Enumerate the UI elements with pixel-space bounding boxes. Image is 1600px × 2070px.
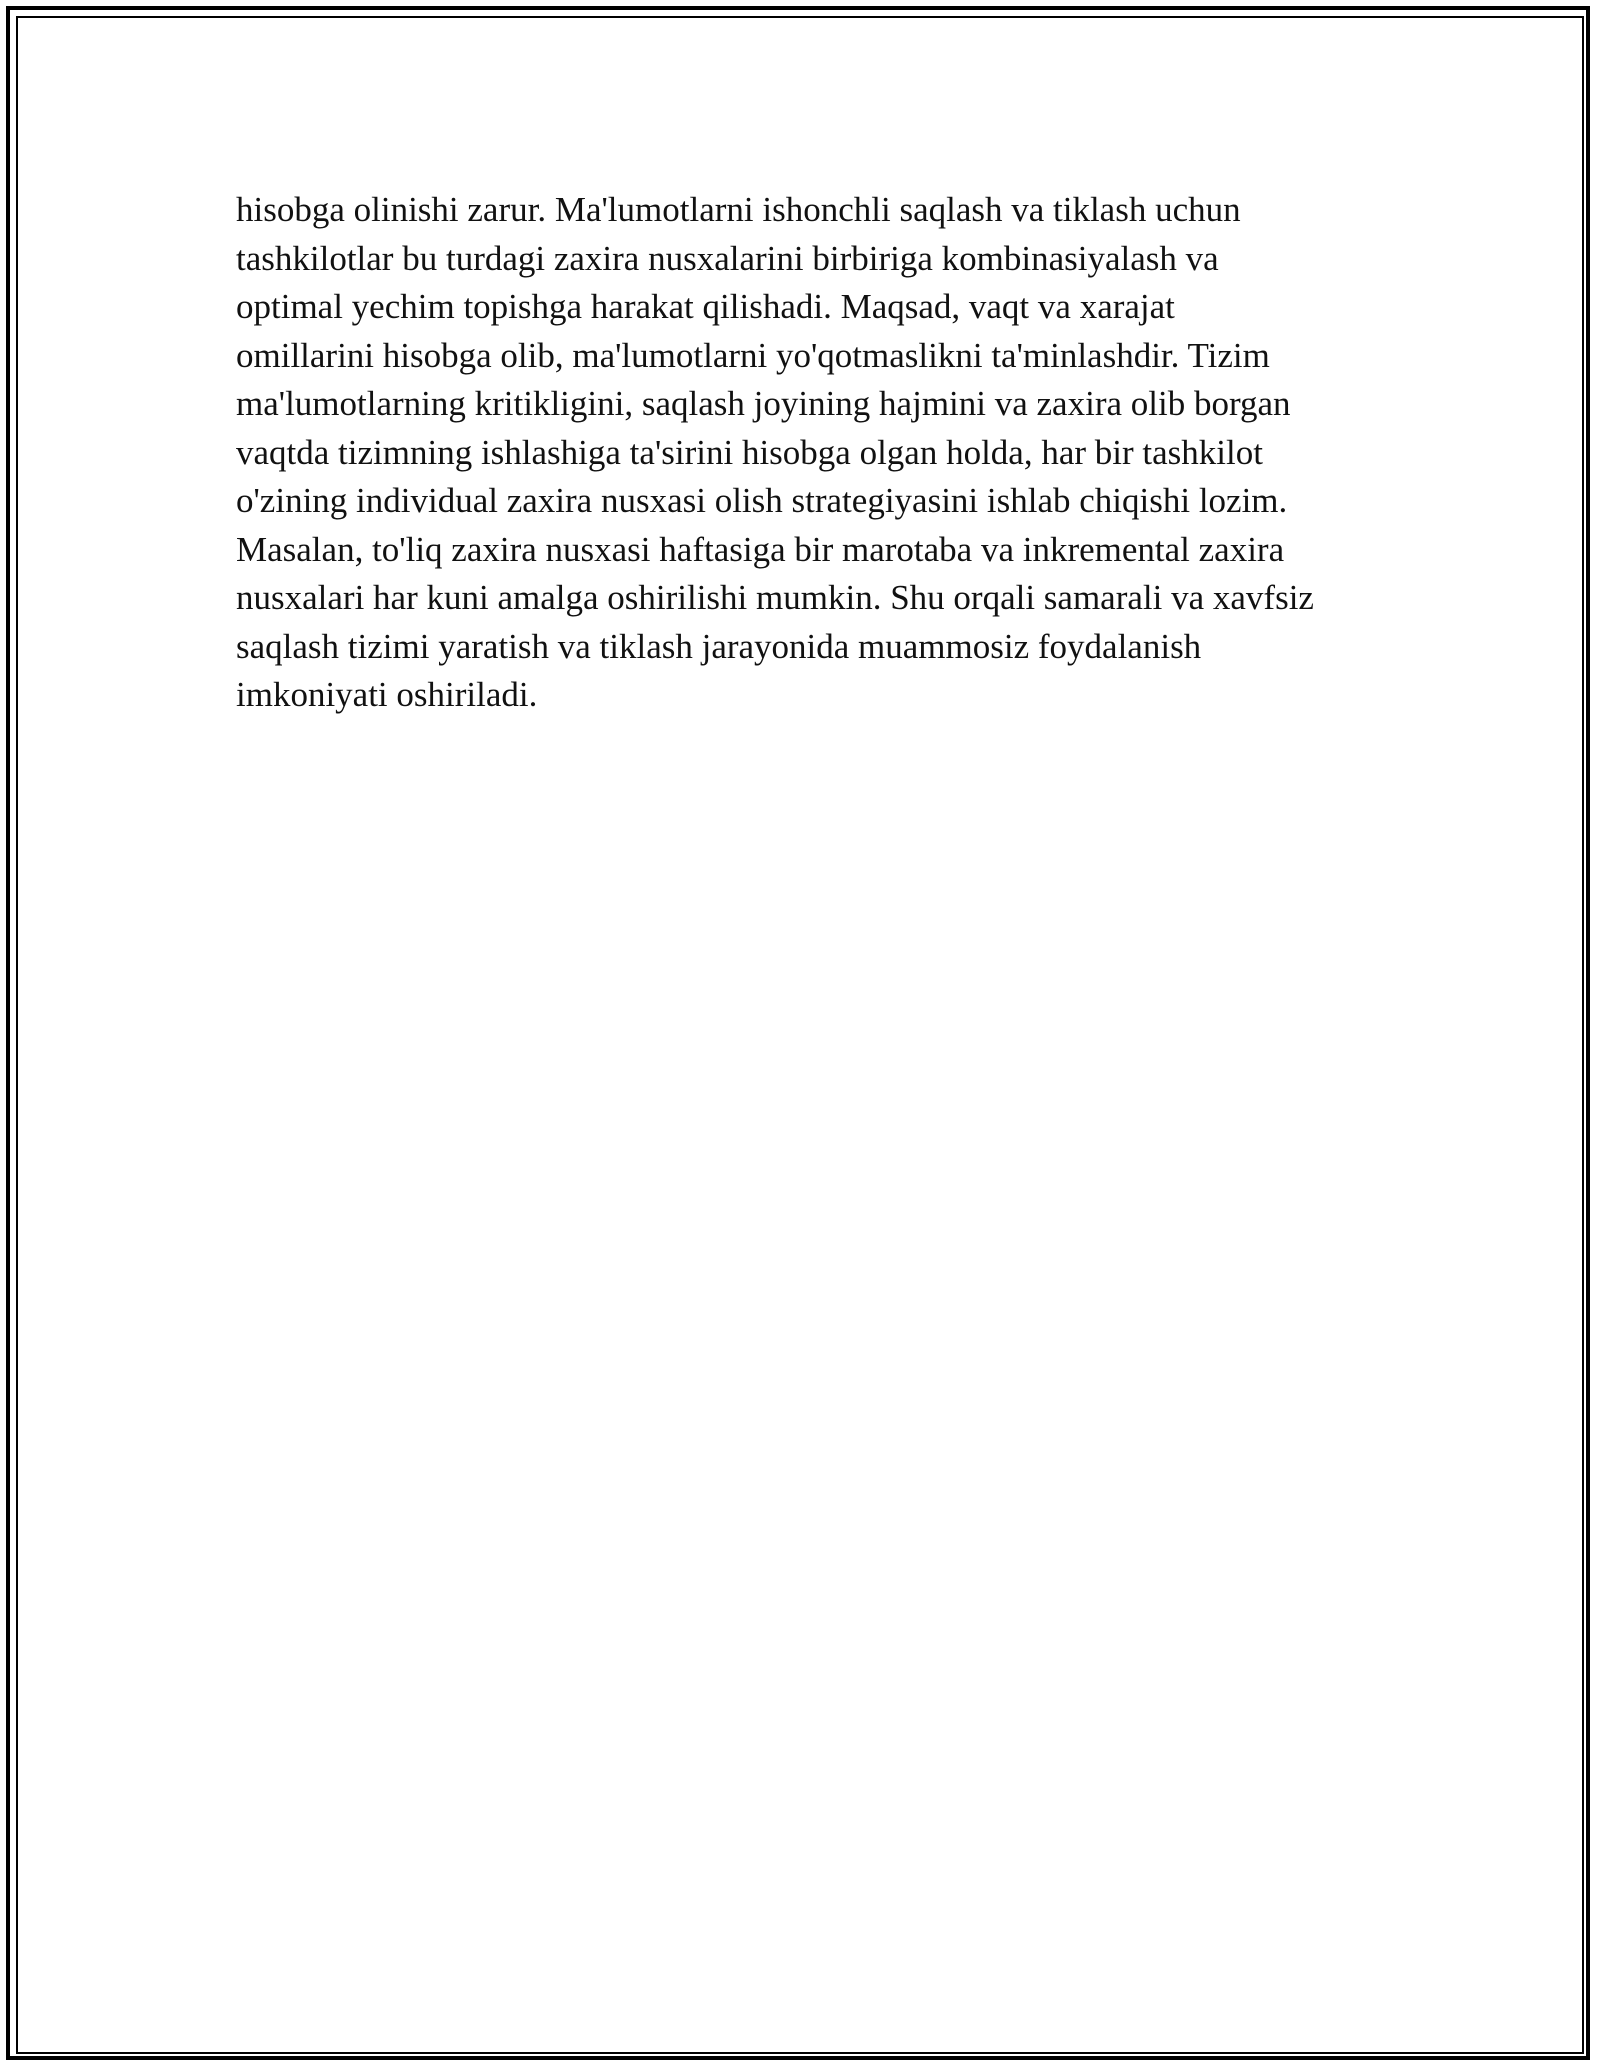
paragraph-line: saqlash tizimi yaratish va tiklash jarayonida muammosiz foydalanish	[236, 626, 1202, 666]
paragraph-line: hisobga olinishi zarur. Ma'lumotlarni ishonchli saqlash va tiklash uchun	[236, 190, 1241, 229]
paragraph-line: vaqtda tizimning ishlashiga ta'sirini hisobga olgan holda, har bir tashkilot	[236, 432, 1263, 472]
paragraph-line: ma'lumotlarning kritikligini, saqlash joyining hajmini va zaxira olib borgan	[236, 384, 1291, 423]
paragraph-line: o'zining individual zaxira nusxasi olish strategiyasini ishlab chiqishi lozim.	[236, 481, 1288, 520]
paragraph-line: tashkilotlar bu turdagi zaxira nusxalarini birbiriga kombinasiyalash va	[236, 238, 1219, 278]
paragraph-line: Masalan, to'liq zaxira nusxasi haftasiga bir marotaba va inkremental zaxira	[236, 529, 1285, 569]
paragraph-line: omillarini hisobga olib, ma'lumotlarni yo'qotmaslikni ta'minlashdir. Tizim	[236, 335, 1270, 375]
paragraph-line: imkoniyati oshiriladi.	[236, 675, 538, 714]
body-paragraph	[236, 186, 1396, 720]
paragraph-line: nusxalari har kuni amalga oshirilishi mumkin. Shu orqali samarali va xavfsiz	[236, 578, 1314, 617]
paragraph-line: optimal yechim topishga harakat qilishadi. Maqsad, vaqt va xarajat	[236, 287, 1175, 326]
